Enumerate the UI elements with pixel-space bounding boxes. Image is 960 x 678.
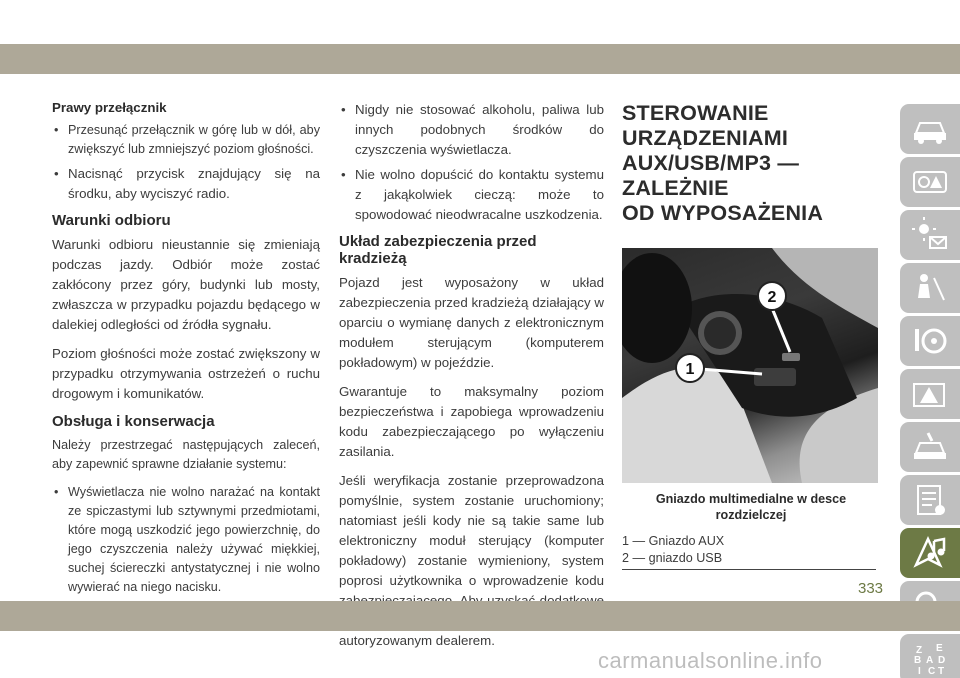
tab-index[interactable] xyxy=(900,634,960,678)
music-navigation-icon xyxy=(910,535,950,571)
tab-maintenance[interactable] xyxy=(900,422,960,472)
tab-multimedia[interactable] xyxy=(900,528,960,578)
index-letter: Z xyxy=(916,645,923,656)
section-title xyxy=(622,101,880,226)
section-title-line: STEROWANIE xyxy=(622,101,769,125)
checklist-icon xyxy=(910,482,950,518)
paragraph-care: Należy przestrzegać następujących zaleceń, aby zapewnić sprawne działanie systemu: xyxy=(52,438,320,471)
index-letter: B xyxy=(914,655,922,666)
column-middle xyxy=(339,100,604,660)
index-letter: E xyxy=(936,643,943,654)
caption-item: 2 — gniazdo USB xyxy=(622,551,723,565)
section-title-line: URZĄDZENIAMI xyxy=(622,126,789,150)
tab-safety[interactable] xyxy=(900,263,960,313)
care-bullet-list-continued xyxy=(339,100,604,225)
switch-bullet-list xyxy=(52,121,320,204)
paragraph-theft-2: Gwarantuje to maksymalny poziom bezpieczeństwa i zapobiega wprowadzeniu kodu zabezpieczającego po wyłączeniu zasilania. xyxy=(339,384,604,459)
paragraph-reception-2: Poziom głośności może zostać zwiększony w przypadku otrzymywania ostrzeżeń o ruchu drogowym i komunikatów. xyxy=(52,346,320,401)
warning-triangle-icon xyxy=(910,376,950,412)
caption-item: 1 — Gniazdo AUX xyxy=(622,534,725,548)
section-title-line: OD WYPOSAŻENIA xyxy=(622,201,824,225)
index-letter: A xyxy=(926,655,934,666)
page-number: 333 xyxy=(858,580,884,597)
console-photo xyxy=(622,248,878,483)
top-header-band xyxy=(0,44,960,74)
care-bullet-list xyxy=(52,483,320,597)
car-icon xyxy=(910,111,950,147)
airbag-person-icon xyxy=(910,270,950,306)
tab-vehicle[interactable] xyxy=(900,104,960,154)
tab-lights[interactable] xyxy=(900,210,960,260)
index-letter: I xyxy=(918,666,921,677)
watermark-text: carmanualsonline.info xyxy=(598,648,823,673)
list-item: • Nacisnąć przycisk znajdujący się na środku, aby wyciszyć radio. xyxy=(52,164,320,204)
list-item: • Wyświetlacza nie wolno narażać na kontakt ze spiczastymi lub sztywnymi przedmiotami, które mogą uszkodzić jego powierzchnię, do jego czyszczenia należy używać miękkiej, suchej ściereczki antystatycznej i nie wolno wywierać na niego nacisku. xyxy=(52,483,320,597)
tab-dashboard[interactable] xyxy=(900,157,960,207)
console-illustration xyxy=(622,248,878,483)
list-item: • Przesunąć przełącznik w górę lub w dół, aby zwiększyć lub zmniejszyć poziom głośności. xyxy=(52,121,320,159)
figure-caption-list xyxy=(622,533,876,570)
column-left xyxy=(52,100,320,602)
index-letter: T xyxy=(938,666,945,677)
heading-reception: Warunki odbioru xyxy=(52,212,171,229)
tab-specifications[interactable] xyxy=(900,475,960,525)
subheading-right-switch: Prawy przełącznik xyxy=(52,100,167,115)
section-title-line: AUX/USB/MP3 — ZALEŻNIE xyxy=(622,151,800,200)
paragraph-theft-1: Pojazd jest wyposażony w układ zabezpieczenia przed kradzieżą działający w oparciu o wymianę danych z elektronicznym modułem sterującym (komputerem pokładowym) w pojeździe. xyxy=(339,275,604,370)
list-item: • Nigdy nie stosować alkoholu, paliwa lub innych podobnych środków do czyszczenia wyświetlacza. xyxy=(339,100,604,160)
paragraph-reception-1: Warunki odbioru nieustannie się zmieniają podczas jazdy. Odbiór może zostać zakłócony przez góry, budynki lub mosty, zwłaszcza w przypadku pojazdu będącego w dalekiej odległości od źródła sygnału. xyxy=(52,237,320,332)
lights-mail-icon xyxy=(910,217,950,253)
steering-wheel-icon xyxy=(910,323,950,359)
car-tools-icon xyxy=(910,429,950,465)
list-item: • Nie wolno dopuścić do kontaktu systemu z jakąkolwiek cieczą: może to spowodować nieodwracalne uszkodzenia. xyxy=(339,165,604,225)
chapter-tabs xyxy=(900,104,960,678)
bottom-footer-band xyxy=(0,601,960,631)
heading-theft-protection: Układ zabezpieczenia przed kradzieżą xyxy=(339,233,537,267)
paragraph-theft-3: Jeśli weryfikacja zostanie przeprowadzona pomyślnie, system zostanie uruchomiony; natomiast jeśli kody nie są takie same lub elektroniczny moduł sterujący (komputer pokładowy) zostanie wymieniony, system poprosi użytkownika o wprowadzenie kodu autoryzowanym dealerem. xyxy=(339,473,604,648)
callout-2: 2 xyxy=(767,289,777,306)
tab-driving[interactable] xyxy=(900,316,960,366)
alphabet-index-icon xyxy=(910,641,950,677)
dashboard-warning-icon xyxy=(910,164,950,200)
tab-emergency[interactable] xyxy=(900,369,960,419)
column-right xyxy=(622,100,880,570)
index-letter: C xyxy=(928,666,936,677)
heading-care: Obsługa i konserwacja xyxy=(52,413,215,430)
index-letter: D xyxy=(938,655,946,666)
figure-caption-title: Gniazdo multimedialne w desce rozdzielczej xyxy=(655,492,847,522)
callout-1: 1 xyxy=(685,361,695,378)
